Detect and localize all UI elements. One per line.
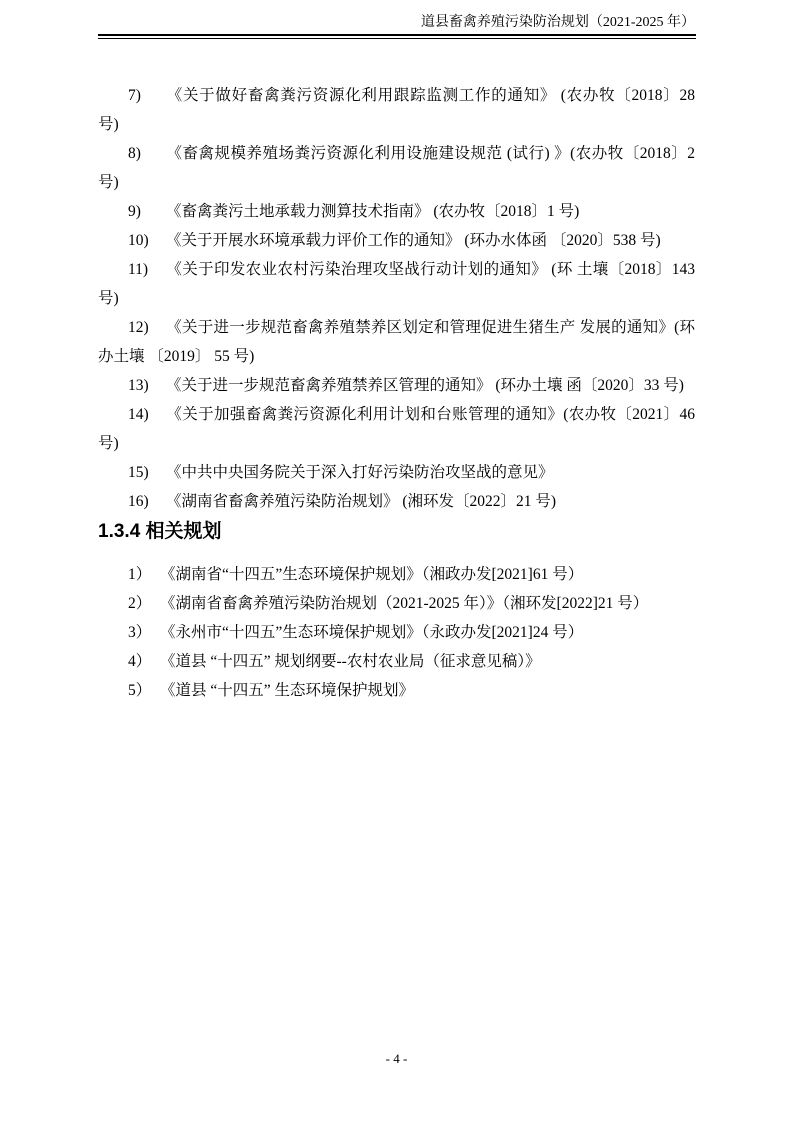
list-item <box>98 313 695 371</box>
list-item-number: 3） <box>128 624 152 641</box>
page-number: - 4 - <box>385 1051 408 1066</box>
list-item <box>98 81 695 139</box>
list-item-number: 1） <box>128 566 152 583</box>
list-item-number: 15) <box>128 464 149 481</box>
page-footer <box>0 1050 793 1068</box>
list-item <box>98 458 695 487</box>
list-item-number: 7) <box>128 87 141 104</box>
list-item <box>98 589 695 618</box>
list-item-text: 《湖南省“十四五”生态环境保护规划》（湘政办发[2021]61 号） <box>160 566 584 583</box>
header-rule <box>98 34 696 39</box>
list-item-number: 2） <box>128 595 152 612</box>
list-item-text: 《关于印发农业农村污染治理攻坚战行动计划的通知》 (环 土壤〔2018〕143 号) <box>98 261 695 307</box>
list-item <box>98 197 695 226</box>
list-item-number: 12) <box>128 319 149 336</box>
list-item-number: 4） <box>128 653 152 670</box>
list-item-number: 14) <box>128 406 149 423</box>
document-content <box>98 81 695 705</box>
list-item <box>98 560 695 589</box>
list-item-number: 16) <box>128 493 149 510</box>
list-item-text: 《关于做好畜禽粪污资源化利用跟踪监测工作的通知》 (农办牧〔2018〕28 号) <box>98 87 695 133</box>
list-item-text: 《关于进一步规范畜禽养殖禁养区管理的通知》 (环办土壤 函〔2020〕33 号) <box>166 377 684 394</box>
list-item-number: 10) <box>128 232 149 249</box>
section-heading: 1.3.4 相关规划 <box>98 521 222 542</box>
list-item-number: 11) <box>128 261 149 278</box>
list-item-text: 《畜禽粪污土地承载力测算技术指南》 (农办牧〔2018〕1 号) <box>166 203 580 220</box>
list-item-number: 13) <box>128 377 149 394</box>
list-item-text: 《中共中央国务院关于深入打好污染防治攻坚战的意见》 <box>166 464 554 481</box>
list-item-text: 《畜禽规模养殖场粪污资源化利用设施建设规范 (试行) 》(农办牧〔2018〕2 号) <box>98 145 695 191</box>
list-item <box>98 371 695 400</box>
list-item-text: 《湖南省畜禽养殖污染防治规划（2021-2025 年）》（湘环发[2022]21 号） <box>160 595 649 612</box>
list-item-text: 《关于开展水环境承载力评价工作的通知》 (环办水体函 〔2020〕538 号) <box>166 232 661 249</box>
page-header <box>98 13 695 33</box>
list-item <box>98 139 695 197</box>
list-item-text: 《道县 “十四五” 规划纲要--农村农业局（征求意见稿）》 <box>160 653 541 670</box>
list-item-number: 8) <box>128 145 141 162</box>
list-item <box>98 676 695 705</box>
list-item-text: 《关于加强畜禽粪污资源化利用计划和台账管理的通知》(农办牧〔2021〕46 号) <box>98 406 695 452</box>
list-item-number: 5） <box>128 682 152 699</box>
list-item <box>98 618 695 647</box>
list-item-text: 《永州市“十四五”生态环境保护规划》（永政办发[2021]24 号） <box>160 624 584 641</box>
list-item <box>98 226 695 255</box>
list-item-text: 《湖南省畜禽养殖污染防治规划》 (湘环发〔2022〕21 号) <box>166 493 557 510</box>
list-item-text: 《关于进一步规范畜禽养殖禁养区划定和管理促进生猪生产 发展的通知》(环办土壤 〔2019〕 55 号) <box>98 319 695 365</box>
list-item <box>98 487 695 516</box>
list-item <box>98 400 695 458</box>
list-item-text: 《道县 “十四五” 生态环境保护规划》 <box>160 682 415 699</box>
list-item <box>98 255 695 313</box>
header-title: 道县畜禽养殖污染防治规划（2021-2025 年） <box>420 15 695 30</box>
list-item-number: 9) <box>128 203 141 220</box>
list-item <box>98 647 695 676</box>
